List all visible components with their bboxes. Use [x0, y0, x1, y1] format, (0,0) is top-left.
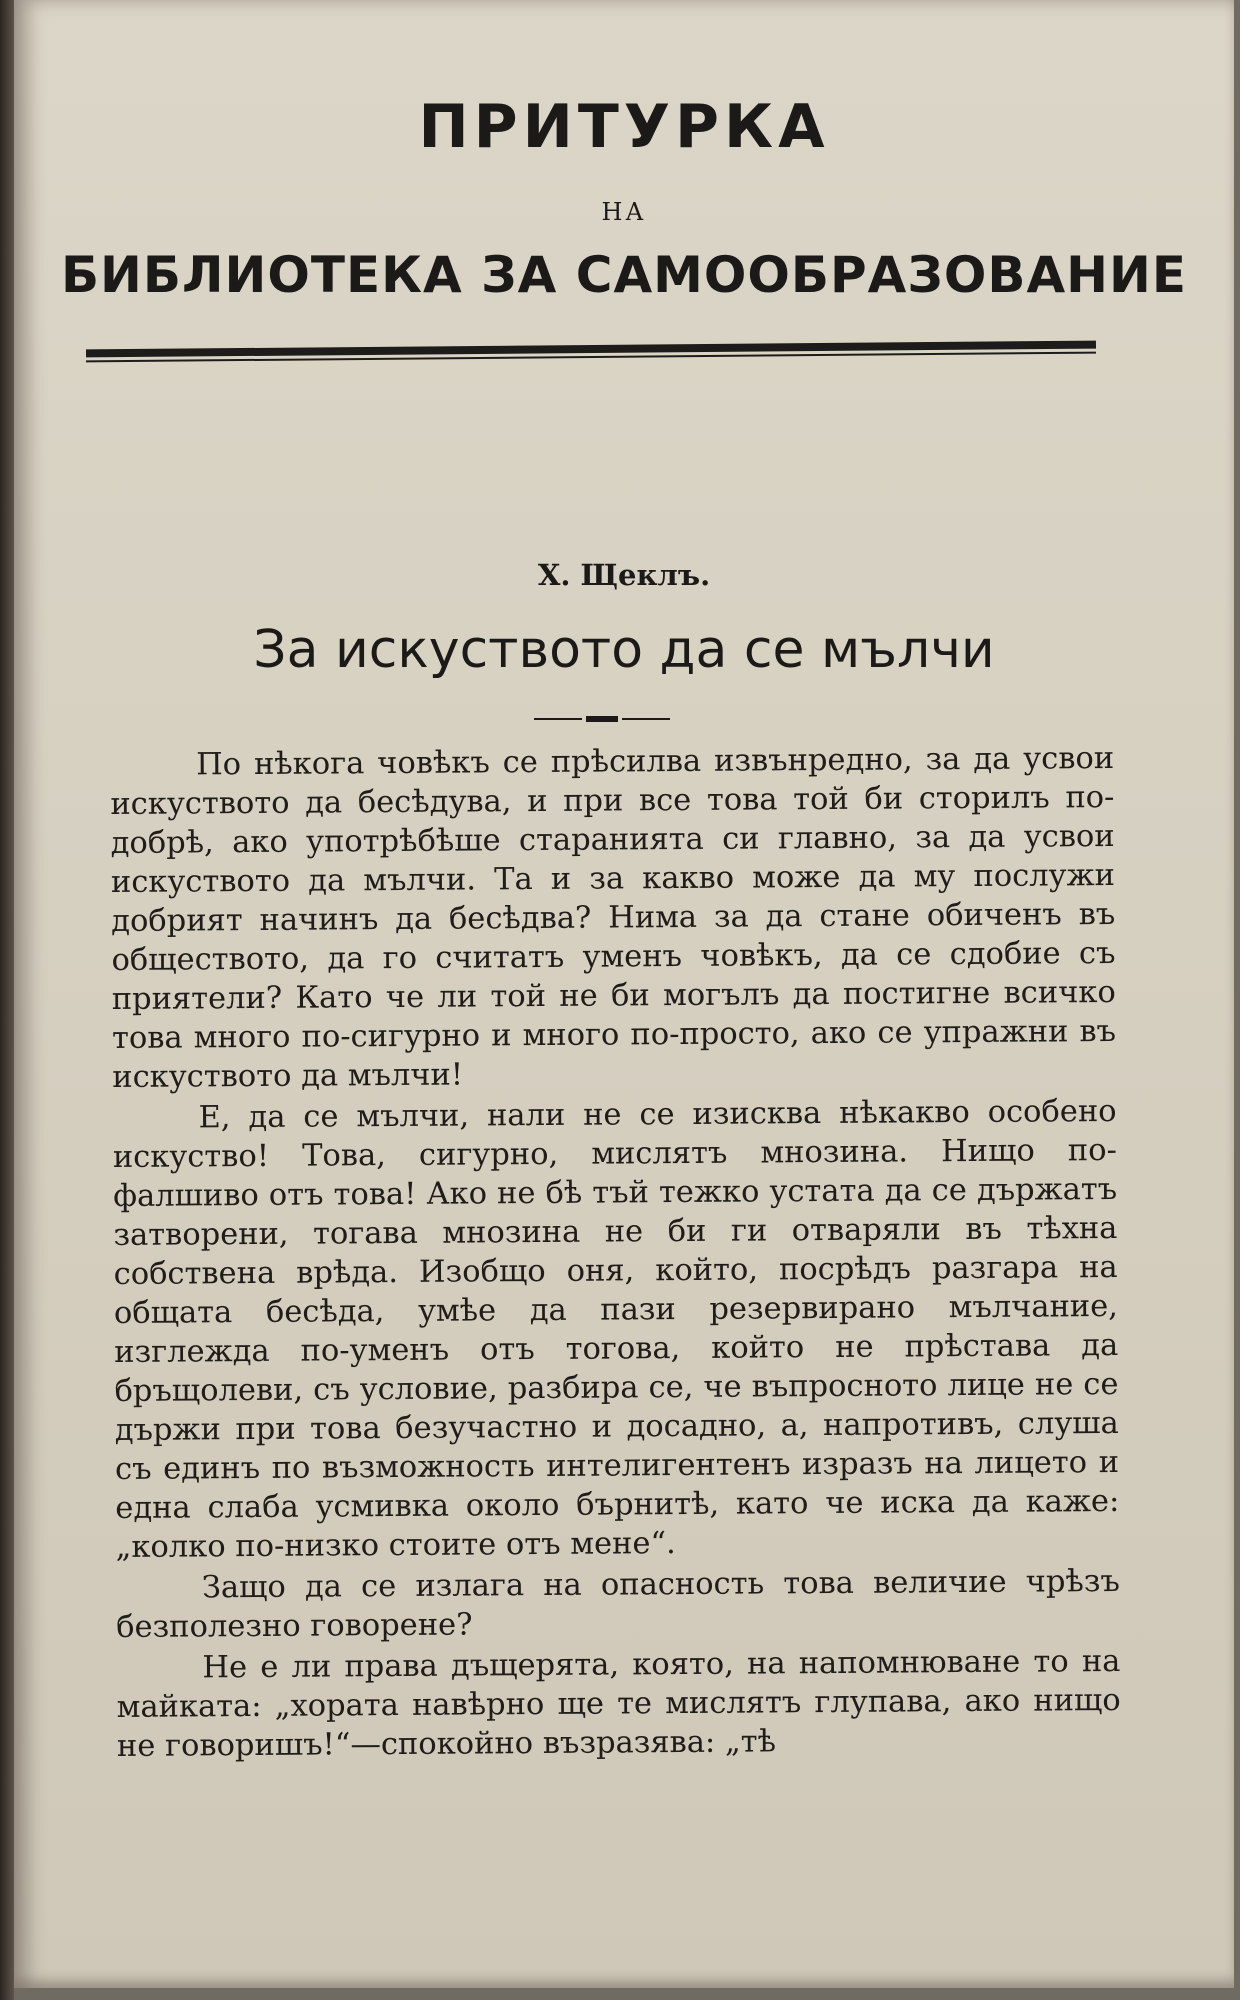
title-ornament — [534, 716, 670, 722]
paragraph-3: Защо да се излага на опасность това величие чрѣзъ безполезно говорене? — [116, 1563, 1120, 1645]
page-title: ПРИТУРКА — [418, 92, 830, 162]
book-page — [14, 0, 1234, 1988]
title-connector: НА — [601, 198, 647, 226]
article-author: Х. Щеклъ. — [537, 558, 711, 592]
book-spine — [0, 0, 14, 2000]
library-title: БИБЛИОТЕКА ЗА САМООБРАЗОВАНИЕ — [60, 246, 1188, 304]
article-title: За искуството да се мълчи — [253, 620, 995, 680]
paragraph-4: Не е ли права дъщерята, която, на напомнюване то на майката: „хората навѣрно ще те мислятъ глупава, ако нищо не говоришъ!“—спокойно възразява: „тѣ — [116, 1643, 1121, 1764]
article-body — [110, 739, 1121, 1766]
paragraph-1: По нѣкога човѣкъ се прѣсилва извънредно, за да усвои искуството да бесѣдува, и при все това той би сторилъ по-добрѣ, ако употрѣбѣше старанията си главно, за да усвои искуството да мълчи. Та и за какво може да му послужи добрият начинъ да бесѣдва? Нима за да стане обиченъ въ обществото, да го считатъ уменъ човѣкъ, да се сдобие съ приятели? Като че ли той не би могълъ да постигне всичко това много по-сигурно и много по-просто, ако се упражни въ искуството да мълчи! — [110, 740, 1117, 1095]
paragraph-2: Е, да се мълчи, нали не се изисква нѣкакво особено искуство! Това, сигурно, мислятъ мнозина. Нищо по-фалшиво отъ това! Ако не бѣ тъй тежко устата да се държатъ затворени, тогава мнозина не би ги отваряли въ тѣхна собствена врѣда. Изобщо оня, който, посрѣдъ разгара на общата бесѣда, умѣе да пази резервирано мълчание, изглежда по-уменъ отъ тогова, който не прѣстава да бръщолеви, съ условие, разбира се, че въпросното лице не се държи при това безучастно и досадно, а, напротивъ, слуша съ единъ по възможность интелигентенъ изразъ на лицето и една слаба усмивка около бърнитѣ, като че иска да каже: „колко по-низко стоите отъ мене“. — [112, 1093, 1120, 1565]
